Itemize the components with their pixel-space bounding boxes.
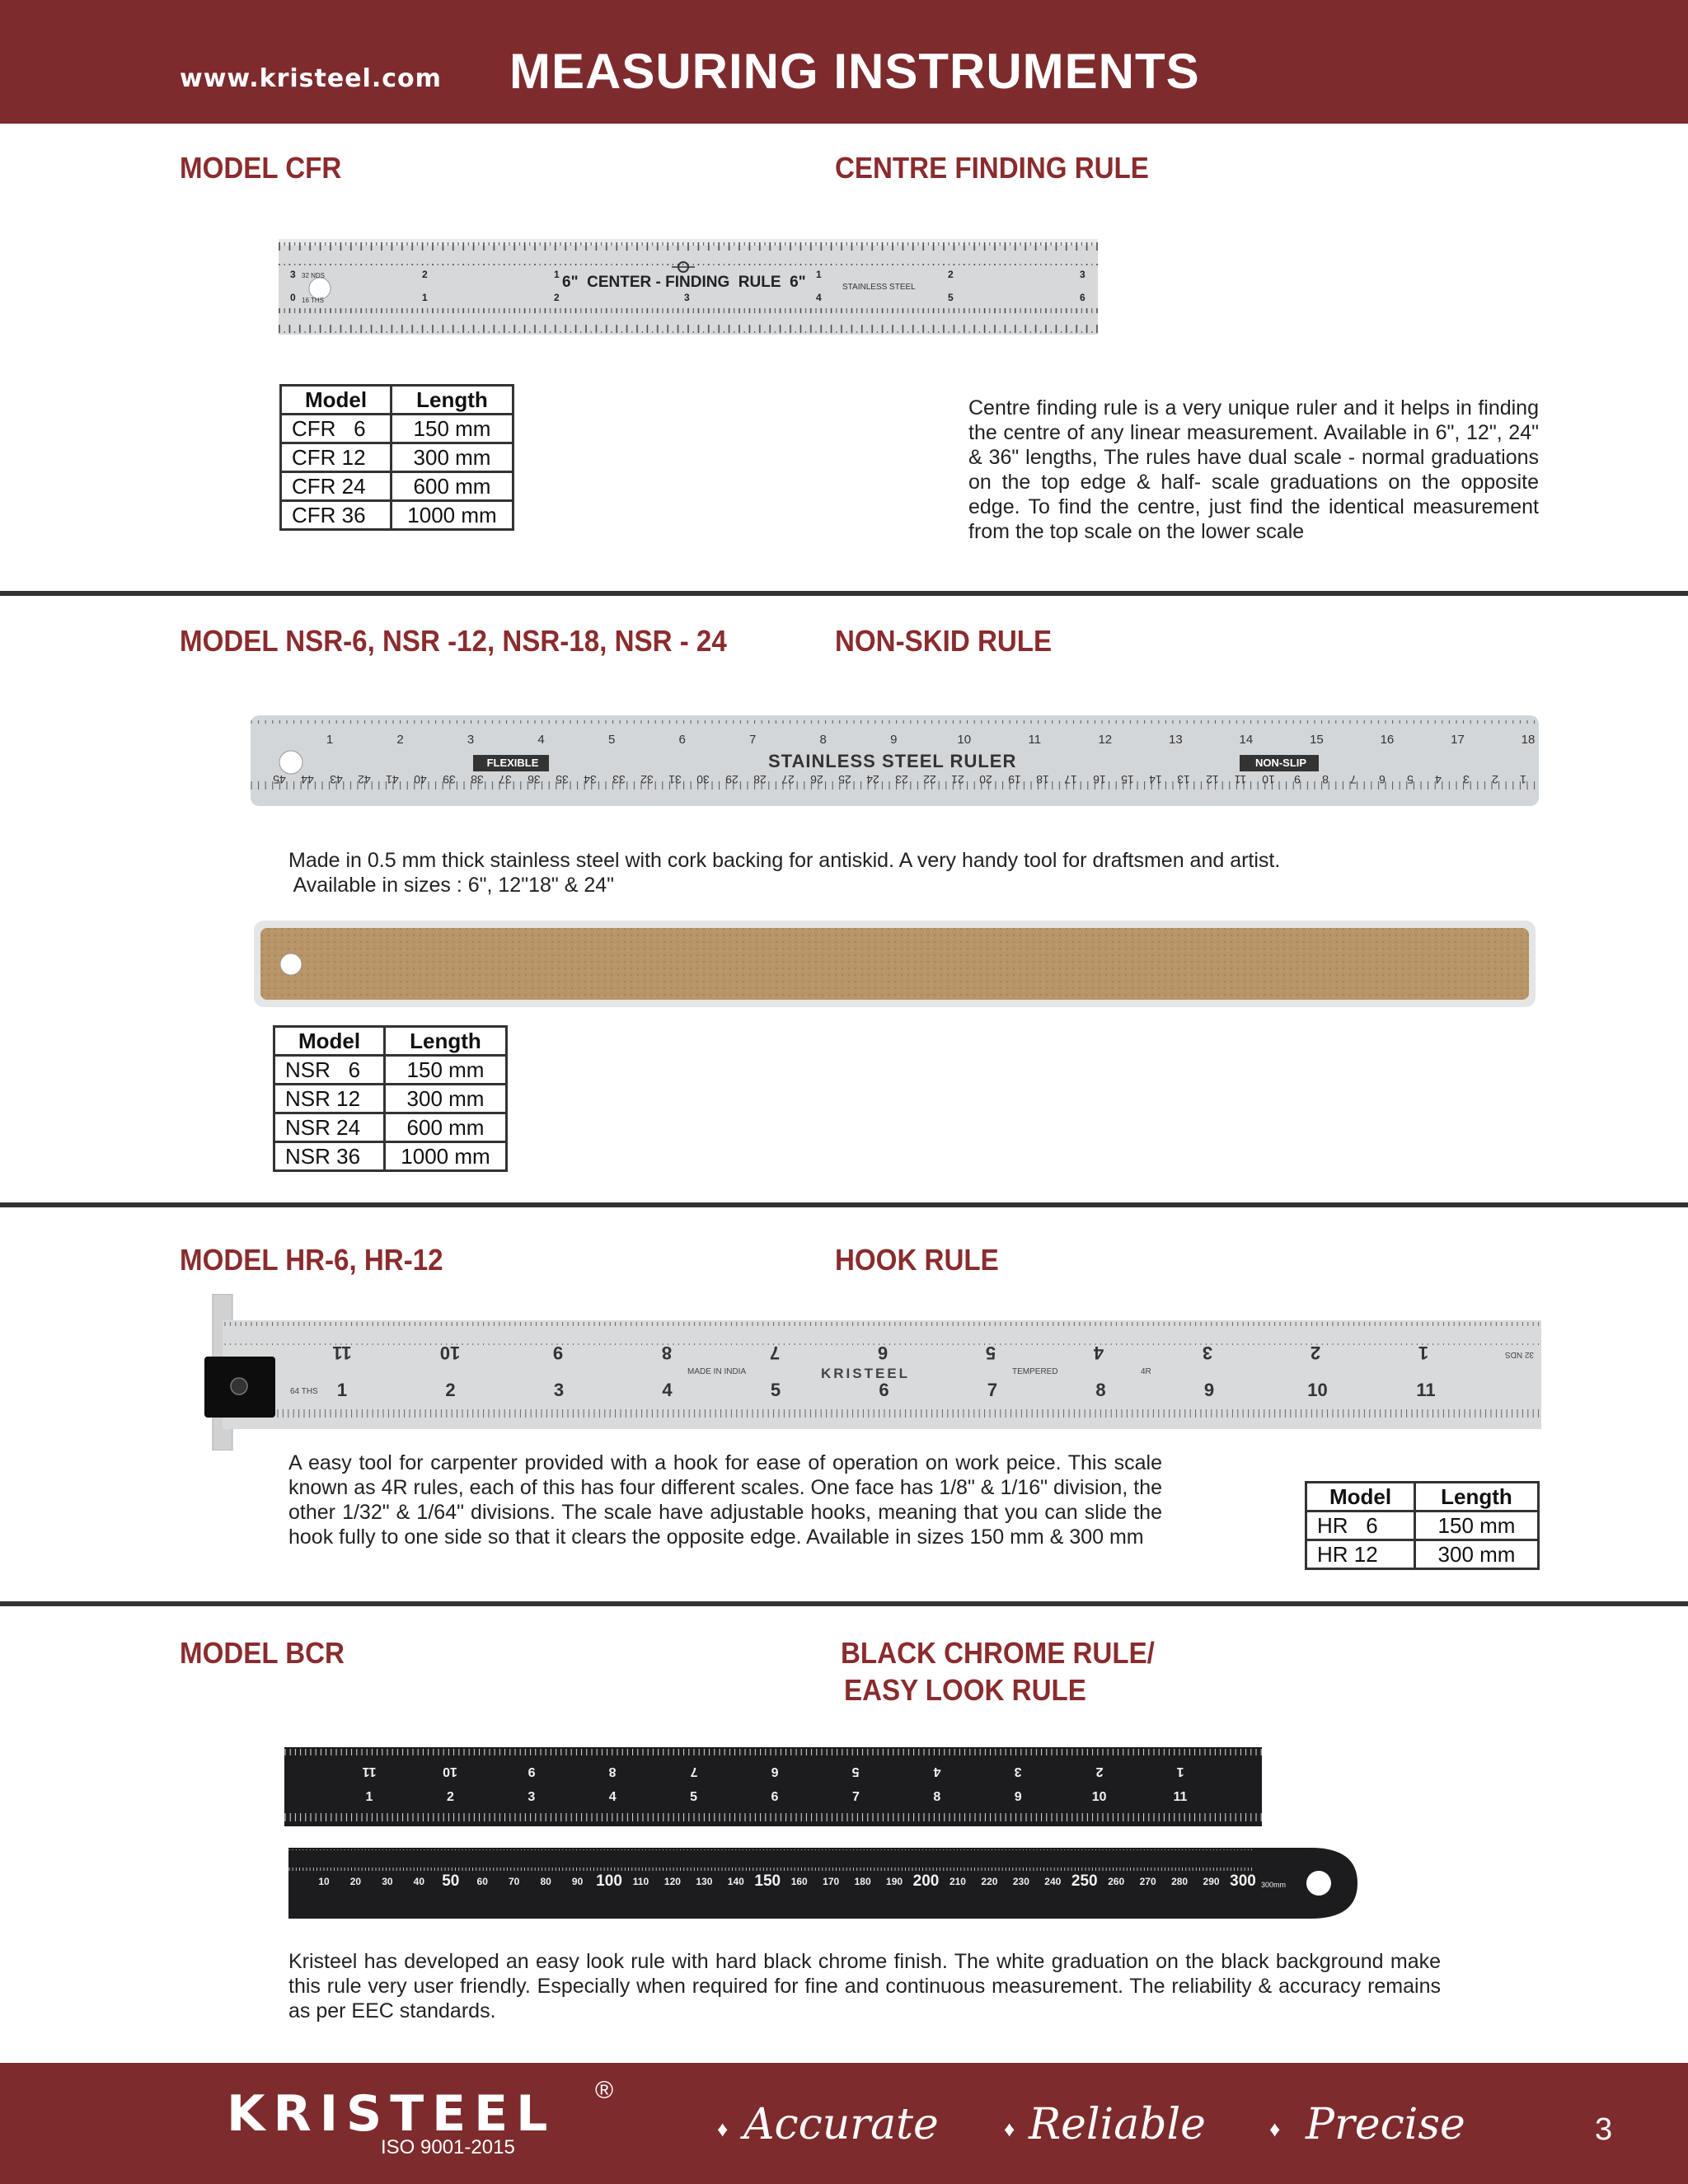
cfr-ruler-text: 6" CENTER - FINDING RULE 6" [562,274,806,291]
ruler-number: 2 [445,1380,456,1400]
ruler-number: 300 [1230,1872,1256,1890]
ruler-number: 3 [1014,1765,1022,1779]
ruler-number: 11 [332,1343,352,1363]
cfr-ruler-bottom-num: 0 [290,292,296,303]
ruler-number: 7 [851,1790,860,1804]
ruler-number: 5 [770,1380,781,1400]
ruler-number: 3 [1463,773,1470,786]
ruler-number: 9 [1014,1790,1022,1804]
ruler-number: 10 [1262,773,1276,786]
table-row [274,1085,507,1113]
centre-finding-rule-heading: CENTRE FINDING RULE [835,151,1149,185]
ruler-number: 21 [951,773,964,786]
ruler-number: 7 [987,1380,998,1400]
ruler-number: 200 [912,1872,940,1890]
ruler-number: 6 [771,1790,779,1804]
ruler-number: 4 [933,1765,941,1779]
table-header-length: Length [392,386,513,415]
model-cfr-heading: MODEL CFR [180,151,342,185]
ruler-number: 5 [986,1343,996,1363]
model-bcr-heading: MODEL BCR [180,1636,345,1670]
table-cell: NSR 6 [274,1056,385,1085]
diamond-bullet-icon: ♦ [717,2116,729,2141]
ruler-number: 25 [838,773,851,786]
tagline-accurate: Accurate [743,2100,939,2149]
cfr-ruler-bottom-num: 4 [816,292,822,303]
ruler-number: 7 [1350,773,1357,786]
section-divider [0,1202,1688,1207]
table-cell: 150 mm [385,1056,507,1085]
ruler-number: 17 [1064,773,1078,786]
ruler-number: 5 [851,1765,860,1779]
ruler-number: 8 [1095,1380,1106,1400]
ruler-number: 1 [365,1790,373,1804]
ruler-number: 7 [749,733,757,747]
ruler-number: 4 [537,733,545,747]
ruler-number: 120 [663,1876,681,1887]
ruler-number: 70 [509,1876,520,1887]
ruler-number: 34 [584,773,598,786]
nsr-description-line: Made in 0.5 mm thick stainless steel with cork backing for antiskid. A very handy tool for draftsmen and artist. [288,849,1281,872]
ruler-number: 9 [553,1343,564,1363]
ruler-number: 240 [1044,1876,1062,1887]
ruler-number: 6 [771,1765,779,1779]
ruler-number: 14 [1239,733,1254,747]
cfr-ruler-bottom-num: 6 [1080,292,1085,303]
ruler-number: 20 [349,1876,362,1887]
non-skid-rule-heading: NON-SKID RULE [835,624,1053,658]
ruler-number: 4 [608,1790,617,1804]
ruler-number: 4 [1094,1343,1104,1363]
table-cell: CFR 24 [281,472,392,501]
cfr-ruler-bottom-num: 5 [948,292,954,303]
ruler-number: 1 [336,1380,348,1400]
table-header-model: Model [274,1027,385,1056]
ruler-number: 15 [1310,733,1324,747]
table-row [274,1113,507,1142]
ruler-number: 11 [1234,773,1247,786]
ruler-number: 35 [556,773,569,786]
cfr-ruler-top-num: 3 [1080,269,1085,280]
ruler-number: 8 [819,733,827,747]
hr-ruler-32nds: 32 NDS [1505,1350,1535,1359]
ruler-number: 12 [1205,773,1219,786]
table-cell: 150 mm [1415,1511,1539,1540]
nsr-size-table [273,1025,508,1172]
hr-ruler-64ths: 64 THS [290,1387,318,1396]
website-url[interactable]: www.kristeel.com [180,64,442,93]
table-row [281,443,513,472]
table-header-row [1306,1483,1539,1511]
table-cell: 600 mm [392,472,513,501]
ruler-number: 41 [386,773,399,786]
tagline-reliable: Reliable [1029,2100,1206,2149]
ruler-number: 11 [1173,1790,1188,1804]
ruler-number: 40 [414,773,428,786]
cork-backing-image [254,921,1536,1007]
ruler-number: 2 [1310,1343,1320,1363]
ruler-number: 8 [661,1343,672,1363]
ruler-number: 10 [1091,1790,1107,1804]
ruler-number: 28 [753,773,767,786]
table-cell: NSR 24 [274,1113,385,1142]
cfr-ruler-bottom-num: 3 [684,292,690,303]
table-cell: CFR 6 [281,415,392,443]
ruler-number: 60 [476,1876,488,1887]
ruler-number: 280 [1171,1876,1189,1887]
table-header-model: Model [1306,1483,1415,1511]
ruler-number: 3 [467,733,475,747]
iso-certification: ISO 9001-2015 [381,2136,515,2158]
ruler-number: 16 [1380,733,1395,747]
ruler-number: 40 [413,1876,425,1887]
ruler-number: 16 [1092,773,1106,786]
ruler-number: 1 [1520,773,1526,786]
ruler-number: 110 [632,1876,649,1887]
ruler-number: 10 [957,733,972,747]
table-header-length: Length [385,1027,507,1056]
table-row [274,1056,507,1085]
hr-size-table [1305,1481,1540,1570]
table-row [1306,1540,1539,1569]
ruler-number: 210 [949,1876,966,1887]
ruler-number: 10 [318,1876,330,1887]
ruler-number: 23 [894,773,908,786]
ruler-number: 4 [1435,773,1442,786]
ruler-number: 19 [1007,773,1021,786]
cfr-description: Centre finding rule is a very unique ruler and it helps in finding the centre of any linear measurement. Available in 6", 12", 24" & 36" lengths, The rules have dual scale - normal graduations on the top edge & half- scale graduations on the opposite edge. To find the centre, just find the identical measurement from the top scale on the lower scale [968,396,1539,543]
hr-ruler-made-in: MADE IN INDIA [687,1367,747,1376]
ruler-number: 10 [1307,1380,1328,1400]
ruler-number: 30 [382,1876,393,1887]
ruler-number: 10 [439,1343,461,1363]
ruler-number: 32 [640,773,654,786]
black-chrome-rule-heading: BLACK CHROME RULE/ [841,1636,1155,1670]
ruler-number: 5 [607,733,616,747]
ruler-number: 39 [442,773,456,786]
registered-mark: ® [595,2077,614,2104]
table-cell: HR 6 [1306,1511,1415,1540]
table-row [281,501,513,530]
ruler-number: 9 [1293,773,1301,786]
ruler-number: 18 [1521,733,1536,747]
bcr-ruler-end-label: 300mm [1261,1881,1287,1889]
ruler-number: 90 [571,1876,584,1887]
ruler-number: 26 [809,773,823,786]
ruler-number: 230 [1012,1876,1029,1887]
ruler-number: 18 [1036,773,1049,786]
model-hr-heading: MODEL HR-6, HR-12 [180,1243,443,1277]
table-cell: 150 mm [392,415,513,443]
table-row [1306,1511,1539,1540]
cfr-ruler-bottom-num: 2 [554,292,560,303]
cfr-ruler-16ths: 16 THS [302,297,324,304]
section-divider [0,1601,1688,1606]
ruler-number: 2 [1491,773,1498,786]
cfr-ruler-top-num: 1 [816,269,822,280]
ruler-number: 29 [724,773,738,786]
ruler-number: 11 [1028,733,1042,747]
hr-ruler-type: 4R [1141,1367,1151,1376]
ruler-number: 36 [527,773,541,786]
nsr-non-slip-badge: NON-SLIP [1254,757,1307,769]
ruler-number: 250 [1071,1872,1098,1890]
cfr-ruler-stainless-text: STAINLESS STEEL [842,283,916,292]
hook-rule-heading: HOOK RULE [835,1243,999,1277]
page-title: MEASURING INSTRUMENTS [509,44,1200,99]
ruler-number: 180 [854,1876,871,1887]
nsr-description [288,848,1525,898]
table-header-row [274,1027,507,1056]
ruler-number: 5 [690,1790,698,1804]
table-cell: CFR 12 [281,443,392,472]
ruler-number: 44 [301,773,315,786]
cfr-ruler-top-num: 1 [554,269,560,280]
cfr-size-table [279,384,514,531]
ruler-number: 13 [1169,733,1183,747]
ruler-number: 290 [1203,1876,1220,1887]
ruler-number: 17 [1451,733,1465,747]
ruler-number: 160 [790,1876,808,1887]
ruler-number: 15 [1121,773,1134,786]
table-cell: 600 mm [385,1113,507,1142]
ruler-number: 8 [933,1790,941,1804]
cfr-ruler-top-num: 3 [290,269,296,280]
diamond-bullet-icon: ♦ [1269,2116,1281,2141]
ruler-number: 1 [326,733,334,747]
bcr-description: Kristeel has developed an easy look rule with hard black chrome finish. The white graduation on the black background make this rule very user friendly. Especially when required for fine and continuous measurement. The reliability & accuracy remains as per EEC standards. [288,1950,1441,2022]
nsr-ruler-text: STAINLESS STEEL RULER [768,751,1017,771]
ruler-number: 43 [329,773,343,786]
ruler-number: 13 [1177,773,1191,786]
ruler-number: 1 [1418,1343,1429,1363]
ruler-number: 3 [1202,1343,1212,1363]
kristeel-logo: KRISTEEL [227,2085,556,2143]
ruler-number: 6 [877,1343,889,1363]
cfr-ruler-top-num: 2 [948,269,954,280]
ruler-number: 2 [1095,1765,1104,1779]
ruler-number: 2 [396,733,404,747]
ruler-number: 170 [823,1876,840,1887]
ruler-number: 9 [890,733,898,747]
table-cell: 300 mm [392,443,513,472]
ruler-number: 3 [553,1380,565,1400]
model-nsr-heading: MODEL NSR-6, NSR -12, NSR-18, NSR - 24 [180,624,727,658]
ruler-number: 7 [690,1765,698,1779]
ruler-number: 45 [273,773,286,786]
ruler-number: 6 [678,733,686,747]
ruler-number: 150 [754,1872,781,1890]
section-divider [0,591,1688,596]
table-row [274,1142,507,1171]
ruler-number: 20 [979,773,993,786]
diamond-bullet-icon: ♦ [1004,2116,1015,2141]
ruler-number: 38 [471,773,484,786]
ruler-number: 6 [879,1380,889,1400]
black-chrome-inch-ruler-image [284,1747,1262,1826]
ruler-number: 260 [1108,1876,1125,1887]
nsr-description-line: Available in sizes : 6", 12"18" & 24" [288,874,614,897]
ruler-number: 27 [781,773,795,786]
table-cell: CFR 36 [281,501,392,530]
cfr-ruler-bottom-num: 1 [422,292,428,303]
ruler-number: 42 [358,773,371,786]
ruler-number: 10 [443,1765,458,1779]
hr-ruler-tempered: TEMPERED [1012,1367,1058,1376]
ruler-number: 22 [922,773,936,786]
ruler-number: 31 [668,773,682,786]
ruler-number: 9 [1203,1380,1215,1400]
ruler-number: 1 [1176,1765,1184,1779]
ruler-number: 6 [1378,773,1386,786]
table-header-model: Model [281,386,392,415]
ruler-number: 30 [696,773,710,786]
page-number: 3 [1595,2112,1613,2147]
hr-description: A easy tool for carpenter provided with a hook for ease of operation on work peice. This scale known as 4R rules, each of this has four different scales. One face has 1/8" & 1/16" division, the other 1/32" & 1/64" divisions. The scale have adjustable hooks, meaning that you can slide the hook fully to one side so that it clears the opposite edge. Available in sizes 150 mm & 300 mm [288,1451,1162,1549]
ruler-number: 7 [769,1343,780,1363]
ruler-number: 8 [608,1765,617,1779]
ruler-number: 24 [866,773,879,786]
ruler-number: 140 [727,1876,744,1887]
table-cell: 1000 mm [385,1142,507,1171]
ruler-number: 220 [981,1876,998,1887]
ruler-number: 100 [596,1872,622,1890]
table-cell: NSR 12 [274,1085,385,1113]
nsr-flexible-badge: FLEXIBLE [486,757,539,769]
ruler-number: 37 [499,773,513,786]
table-cell: 300 mm [1415,1540,1539,1569]
table-cell: 300 mm [385,1085,507,1113]
ruler-number: 11 [1416,1380,1436,1400]
cfr-ruler-32nds: 32 NDS [302,272,326,279]
table-header-row [281,386,513,415]
ruler-number: 9 [528,1765,536,1779]
ruler-number: 12 [1098,733,1113,747]
tagline-precise: Precise [1306,2100,1465,2149]
cfr-ruler-top-num: 2 [422,269,428,280]
ruler-number: 2 [446,1790,454,1804]
table-cell: NSR 36 [274,1142,385,1171]
ruler-number: 130 [696,1876,713,1887]
table-header-length: Length [1415,1483,1539,1511]
table-cell: 1000 mm [392,501,513,530]
table-row [281,415,513,443]
table-cell: HR 12 [1306,1540,1415,1569]
ruler-number: 3 [528,1790,536,1804]
ruler-number: 14 [1149,773,1162,786]
ruler-number: 270 [1139,1876,1156,1887]
ruler-number: 4 [662,1380,673,1400]
table-row [281,472,513,501]
ruler-number: 190 [886,1876,903,1887]
ruler-number: 8 [1322,773,1329,786]
ruler-number: 33 [612,773,626,786]
hr-ruler-brand: KRISTEEL [821,1366,911,1381]
ruler-number: 5 [1406,773,1414,786]
ruler-number: 50 [442,1872,460,1890]
easy-look-rule-heading: EASY LOOK RULE [844,1673,1086,1707]
ruler-number: 11 [362,1765,377,1779]
ruler-number: 80 [540,1876,551,1887]
